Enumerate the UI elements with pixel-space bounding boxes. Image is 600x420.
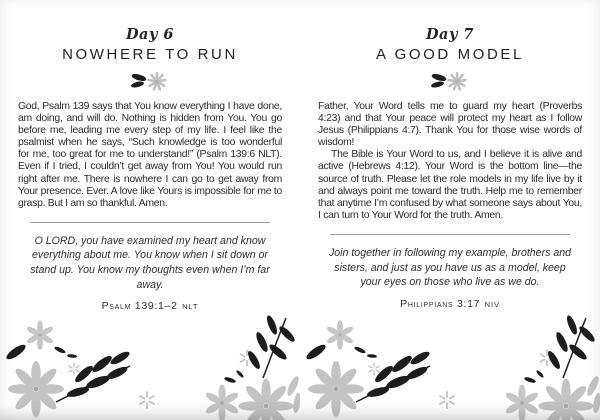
- reference-version: NLT: [182, 302, 199, 312]
- leaf-flower-ornament-icon: [430, 70, 470, 92]
- page-title: A GOOD MODEL: [376, 46, 524, 63]
- prayer-text: [318, 101, 582, 222]
- leaf-flower-ornament-icon: [130, 70, 170, 92]
- day-label: Day 7: [425, 26, 475, 43]
- prayer-paragraph: Father, Your Word tells me to guard my heart (Proverbs 4:23) and that Your peace will protect my heart as I follow Jesus (Philippians 4:7). Thank You for those wise words of wisdom!: [318, 101, 582, 149]
- page-header: [18, 26, 282, 92]
- prayer-text: [18, 101, 282, 210]
- scripture-quote: O LORD, you have examined my heart and know everything about me. You know when I sit down or stand up. You know my thoughts even when I’m far away.: [30, 234, 270, 291]
- reference-book: Philippians 3:17: [400, 297, 481, 310]
- prayer-paragraph: God, Psalm 139 says that You know everything I have done, am doing, and will do. Nothing is hidden from You. You go before me, leading me every step of my life. I feel like the psalmist when he says, “Such knowledge is too wonderful for me, too great for me to understand!” (Psalm 139:6 NLT). Even if I tried, I couldn’t get away from You! You would run right after me. There is nowhere I can go to get away from Your presence. Ever. A love like Yours is impossible for me to grasp. But I am so thankful. Amen.: [18, 101, 282, 209]
- scripture-quote: Join together in following my example, brothers and sisters, and just as you have us as a model, keep your eyes on those who live as we do.: [328, 246, 572, 289]
- page-title: NOWHERE TO RUN: [62, 46, 238, 63]
- scripture-reference: [318, 294, 582, 312]
- page-header: [318, 26, 582, 92]
- floral-decoration: [300, 308, 600, 420]
- section-divider: [330, 234, 570, 235]
- floral-decoration: [0, 308, 300, 420]
- prayer-paragraph: The Bible is Your Word to us, and I believe it is alive and active (Hebrews 4:12). Your Word is the bottom line—the source of truth. Please let the role models in my life live by it and always point me toward the truth. Help me to remember that anytime I’m confused by what someone says about You, I can turn to Your Word for the truth. Amen.: [318, 149, 582, 221]
- reference-version: NIV: [484, 299, 500, 309]
- day-label: Day 6: [125, 26, 175, 43]
- page-day-7: [300, 0, 600, 420]
- scripture-reference: [18, 296, 282, 314]
- reference-book: Psalm 139:1–2: [101, 300, 178, 313]
- section-divider: [30, 222, 270, 223]
